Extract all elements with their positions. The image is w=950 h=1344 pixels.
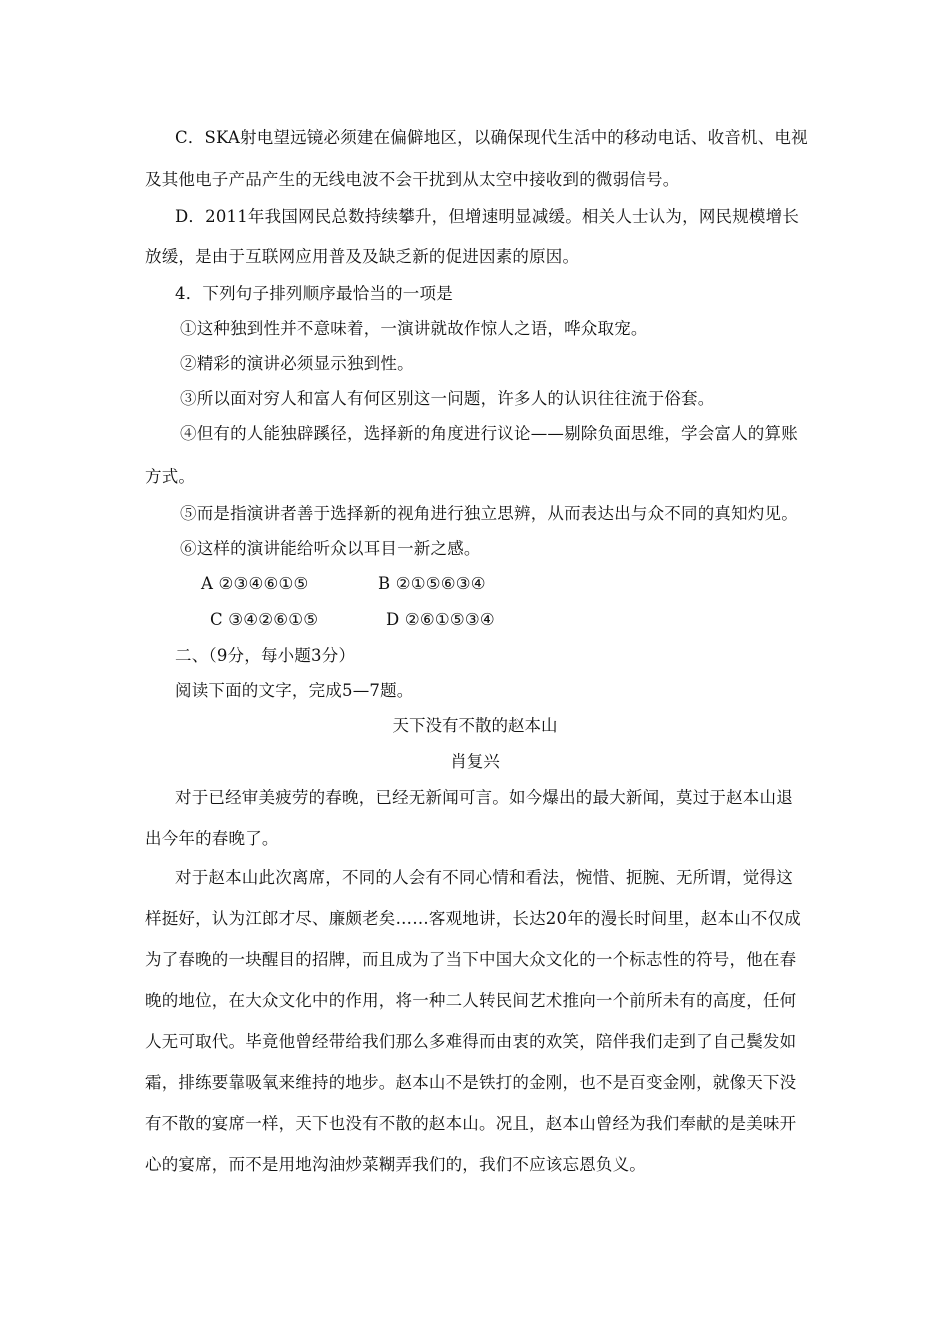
paragraph-2-line-3: 为了春晚的一块醒目的招牌，而且成为了当下中国大众文化的一个标志性的符号，他在春 xyxy=(145,950,797,969)
article-author: 肖复兴 xyxy=(450,752,500,771)
sentence-4-line-1: ④但有的人能独辟蹊径，选择新的角度进行议论——剔除负面思维，学会富人的算账 xyxy=(180,424,798,443)
paragraph-2-line-2: 样挺好，认为江郎才尽、廉颇老矣……客观地讲，长达20年的漫长时间里，赵本山不仅成 xyxy=(145,909,801,928)
paragraph-2-line-7: 有不散的宴席一样，天下也没有不散的赵本山。况且，赵本山曾经为我们奉献的是美味开 xyxy=(145,1114,797,1133)
question-4-stem: 4．下列句子排列顺序最恰当的一项是 xyxy=(175,284,453,303)
answer-option-a: A ②③④⑥①⑤ xyxy=(201,574,309,593)
answer-option-d: D ②⑥①⑤③④ xyxy=(386,610,495,629)
article-title: 天下没有不散的赵本山 xyxy=(392,716,558,735)
answer-option-c: C ③④②⑥①⑤ xyxy=(210,610,319,629)
answer-option-b: B ②①⑤⑥③④ xyxy=(378,574,486,593)
paragraph-2-line-1: 对于赵本山此次离席，不同的人会有不同心情和看法，惋惜、扼腕、无所谓，觉得这 xyxy=(175,868,793,887)
paragraph-1-line-1: 对于已经审美疲劳的春晚，已经无新闻可言。如今爆出的最大新闻，莫过于赵本山退 xyxy=(175,788,793,807)
paragraph-2-line-6: 霜，排练要靠吸氧来维持的地步。赵本山不是铁打的金刚，也不是百变金刚，就像天下没 xyxy=(145,1073,797,1092)
option-d-line-2: 放缓，是由于互联网应用普及及缺乏新的促进因素的原因。 xyxy=(145,247,580,266)
sentence-3: ③所以面对穷人和富人有何区别这一问题，许多人的认识往往流于俗套。 xyxy=(180,389,715,408)
sentence-2: ②精彩的演讲必须显示独到性。 xyxy=(180,354,414,373)
option-d-line-1: D．2011年我国网民总数持续攀升，但增速明显减缓。相关人士认为，网民规模增长 xyxy=(175,207,800,226)
paragraph-2-line-4: 晚的地位，在大众文化中的作用，将一种二人转民间艺术推向一个前所未有的高度，任何 xyxy=(145,991,797,1010)
paragraph-1-line-2: 出今年的春晚了。 xyxy=(145,829,279,848)
sentence-6: ⑥这样的演讲能给听众以耳目一新之感。 xyxy=(180,539,481,558)
paragraph-2-line-5: 人无可取代。毕竟他曾经带给我们那么多难得而由衷的欢笑，陪伴我们走到了自己鬓发如 xyxy=(145,1032,797,1051)
option-c-line-2: 及其他电子产品产生的无线电波不会干扰到从太空中接收到的微弱信号。 xyxy=(145,170,680,189)
option-c-line-1: C．SKA射电望远镜必须建在偏僻地区，以确保现代生活中的移动电话、收音机、电视 xyxy=(175,128,808,147)
section-2-heading: 二、（9分，每小题3分） xyxy=(175,646,356,665)
sentence-5: ⑤而是指演讲者善于选择新的视角进行独立思辨，从而表达出与众不同的真知灼见。 xyxy=(180,504,798,523)
sentence-1: ①这种独到性并不意味着，一演讲就故作惊人之语，哗众取宠。 xyxy=(180,319,648,338)
section-2-instruction: 阅读下面的文字，完成5—7题。 xyxy=(175,681,414,700)
sentence-4-line-2: 方式。 xyxy=(145,467,196,486)
paragraph-2-line-8: 心的宴席，而不是用地沟油炒菜糊弄我们的，我们不应该忘恩负义。 xyxy=(145,1155,646,1174)
